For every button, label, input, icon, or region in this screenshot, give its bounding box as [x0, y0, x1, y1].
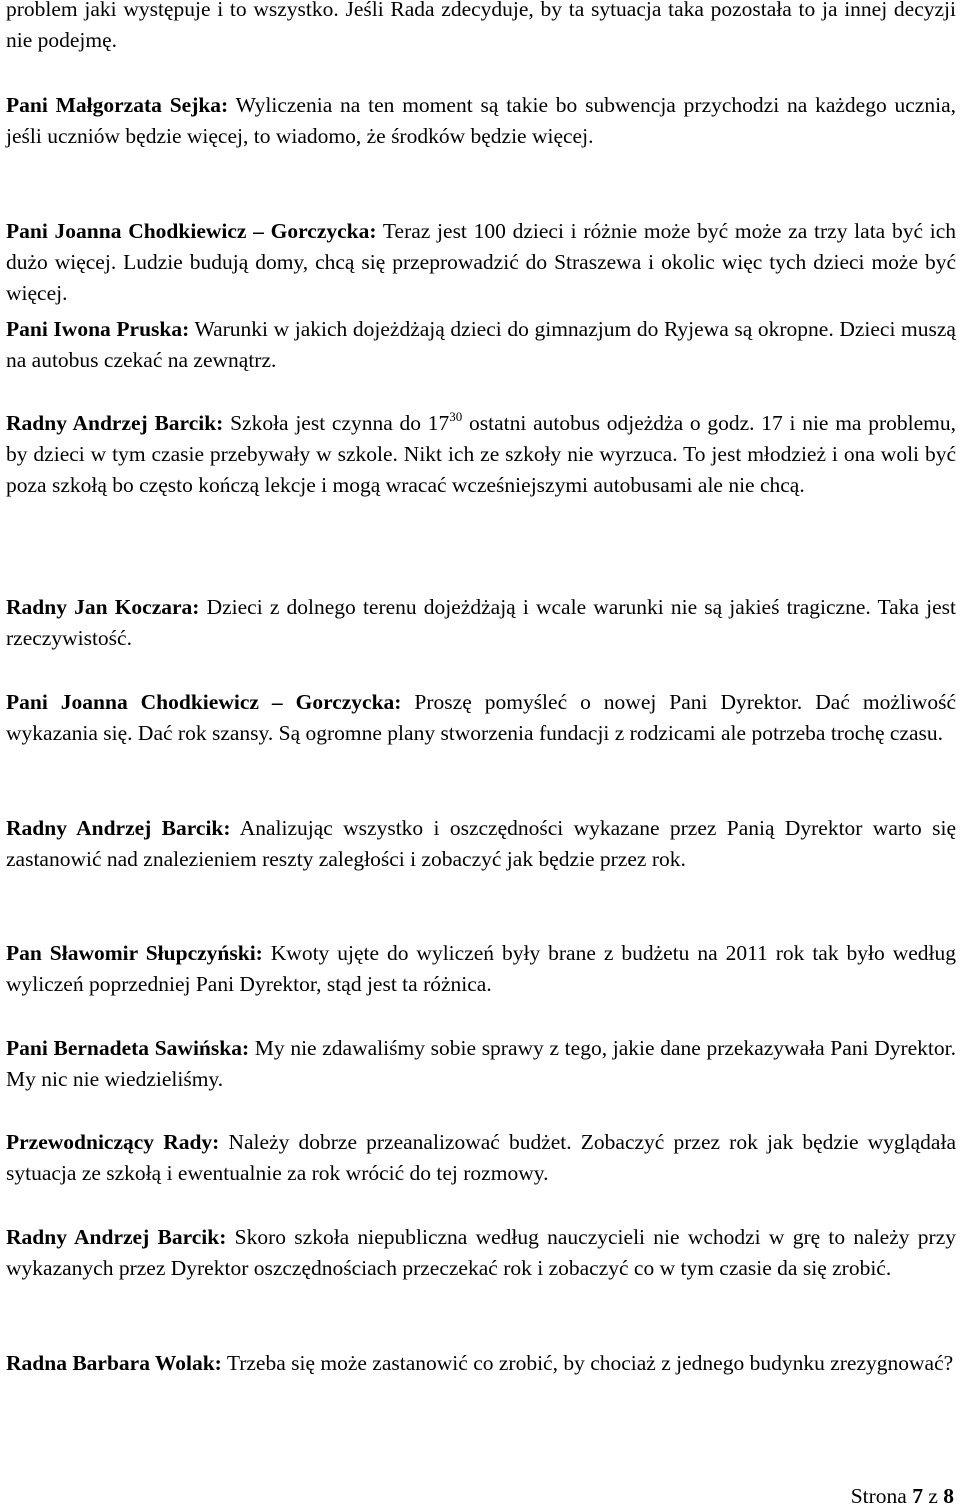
paragraph-sejka [6, 90, 956, 152]
total-pages-number: 8 [943, 1484, 954, 1508]
paragraph-text: Szkoła jest czynna do 17 [223, 411, 450, 435]
paragraph-text: problem jaki występuje i to wszystko. Jeśli Rada zdecyduje, by ta sytuacja taka pozostała to ja innej decyzji nie podejmę. [6, 0, 956, 53]
speaker-name: Radny Andrzej Barcik: [6, 411, 224, 435]
speaker-name: Radna Barbara Wolak: [6, 1351, 222, 1375]
paragraph-text: Kwoty ujęte do wyliczeń były brane z budżetu na 2011 rok tak było według wyliczeń poprzedniej Pani Dyrektor, stąd jest ta różnica. [6, 941, 956, 997]
speaker-name: Radny Jan Koczara: [6, 595, 200, 619]
speaker-name: Pani Joanna Chodkiewicz – Gorczycka: [6, 219, 377, 243]
speaker-name: Radny Andrzej Barcik: [6, 1225, 227, 1249]
paragraph-text: Dzieci z dolnego terenu dojeżdżają i wcale warunki nie są jakieś tragiczne. Taka jest rzeczywistość. [6, 595, 956, 651]
paragraph-barcik-1 [6, 408, 956, 502]
paragraph-text: My nie zdawaliśmy sobie sprawy z tego, jakie dane przekazywała Pani Dyrektor. My nic nie wiedzieliśmy. [6, 1036, 956, 1092]
speaker-name: Pan Sławomir Słupczyński: [6, 941, 263, 965]
paragraph-koczara [6, 592, 956, 654]
paragraph-text: Warunki w jakich dojeżdżają dzieci do gimnazjum do Ryjewa są okropne. Dzieci muszą na autobus czekać na zewnątrz. [6, 317, 956, 373]
paragraph-text: Analizując wszystko i oszczędności wykazane przez Panią Dyrektor warto się zastanowić nad znalezieniem reszty zaległości i zobaczyć jak będzie przez rok. [6, 816, 956, 872]
page-of-label: z [928, 1484, 938, 1508]
paragraph-przewodniczacy [6, 1127, 956, 1189]
paragraph-text: Skoro szkoła niepubliczna według nauczycieli nie wchodzi w grę to należy przy wykazanych przez Dyrektor oszczędnościach przeczekać rok i zobaczyć co w tym czasie da się zrobić. [6, 1225, 956, 1281]
paragraph-slupczynski [6, 938, 956, 1000]
paragraph-text: ostatni autobus odjeżdża o godz. 17 i nie ma problemu, by dzieci w tym czasie przebywały w szkole. Nikt ich ze szkoły nie wyrzuca. To jest młodzież i ona woli być poza szkołą bo często kończą lekcje i mogą wracać wcześniejszymi autobusami ale nie chcą. [6, 411, 956, 498]
paragraph-pruska [6, 314, 956, 376]
current-page-number: 7 [912, 1484, 923, 1508]
paragraph-text: Proszę pomyśleć o nowej Pani Dyrektor. Dać możliwość wykazania się. Dać rok szansy. Są ogromne plany stworzenia fundacji z rodzicami ale potrzeba trochę czasu. [6, 690, 956, 746]
paragraph-chodkiewicz-2 [6, 687, 956, 749]
paragraph-continuation [6, 0, 956, 56]
paragraph-wolak [6, 1348, 956, 1379]
superscript-minutes: 30 [449, 409, 463, 424]
page-label: Strona [850, 1484, 907, 1508]
paragraph-chodkiewicz-1 [6, 216, 956, 310]
speaker-name: Pani Iwona Pruska: [6, 317, 190, 341]
speaker-name: Pani Joanna Chodkiewicz – Gorczycka: [6, 690, 402, 714]
speaker-name: Przewodniczący Rady: [6, 1130, 220, 1154]
paragraph-text: Trzeba się może zastanowić co zrobić, by chociaż z jednego budynku zrezygnować? [221, 1351, 954, 1375]
speaker-name: Radny Andrzej Barcik: [6, 816, 231, 840]
paragraph-barcik-3 [6, 1222, 956, 1284]
paragraph-text: Wyliczenia na ten moment są takie bo subwencja przychodzi na każdego ucznia, jeśli uczniów będzie więcej, to wiadomo, że środków będzie więcej. [6, 93, 956, 149]
speaker-name: Pani Małgorzata Sejka: [6, 93, 229, 117]
speaker-name: Pani Bernadeta Sawińska: [6, 1036, 250, 1060]
paragraph-text: Należy dobrze przeanalizować budżet. Zobaczyć przez rok jak będzie wyglądała sytuacja ze szkołą i ewentualnie za rok wrócić do tej rozmowy. [6, 1130, 956, 1186]
paragraph-barcik-2 [6, 813, 956, 875]
page-number-footer [851, 1483, 954, 1509]
paragraph-text: Teraz jest 100 dzieci i różnie może być może za trzy lata być ich dużo więcej. Ludzie budują domy, chcą się przeprowadzić do Straszewa i okolic więc tych dzieci może być więcej. [6, 219, 956, 306]
paragraph-sawinska [6, 1033, 956, 1095]
